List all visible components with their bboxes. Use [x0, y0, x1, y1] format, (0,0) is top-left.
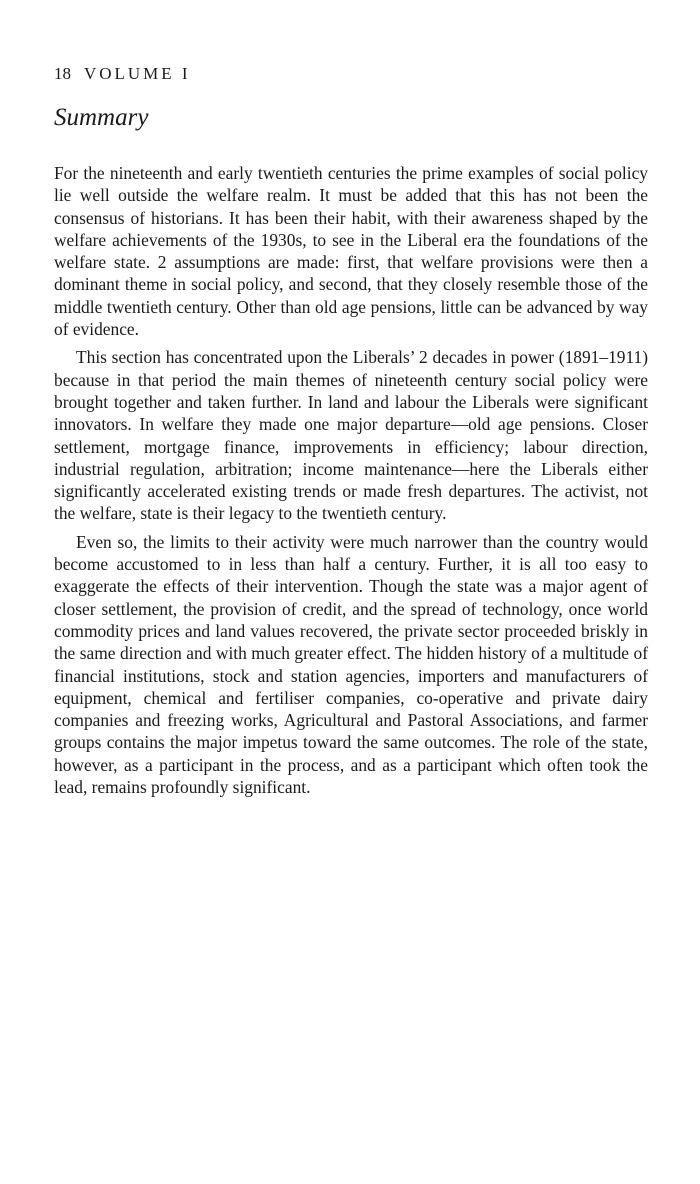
body-text [54, 162, 648, 804]
paragraph: This section has concentrated upon the Liberals’ 2 decades in power (1891–1911) because in that period the main themes of nineteenth century social policy were brought together and taken further. In land and labour the Liberals were significant innovators. In welfare they made one major departure—old age pensions. Closer settlement, mortgage finance, improvements in efficiency; labour direction, industrial regulation, arbitration; income maintenance—here the Liberals either significantly accelerated existing trends or made fresh departures. The activist, not the welfare, state is their legacy to the twentieth century. [54, 347, 648, 524]
volume-label: VOLUME I [83, 64, 191, 83]
page-number: 18 [54, 64, 71, 83]
running-head [54, 64, 191, 84]
section-title: Summary [54, 104, 149, 131]
paragraph: Even so, the limits to their activity were much narrower than the country would become accustomed to in less than half a century. Further, it is all too easy to exaggerate the effects of their intervention. Though the state was a major agent of closer settlement, the provision of credit, and the spread of technology, once world commodity prices and land values recovered, the private sector proceeded briskly in the same direction and with much greater effect. The hidden history of a multitude of financial institutions, stock and station agencies, importers and manufacturers of equipment, chemical and fertiliser companies, co-operative and private dairy companies and freezing works, Agricultural and Pastoral Associations, and farmer groups contains the major impetus toward the same outcomes. The role of the state, however, as a participant in the process, and as a participant which often took the lead, remains profoundly significant. [54, 531, 648, 798]
paragraph: For the nineteenth and early twentieth centuries the prime examples of social policy lie well outside the welfare realm. It must be added that this has not been the consensus of historians. It has been their habit, with their awareness shaped by the welfare achievements of the 1930s, to see in the Liberal era the foundations of the welfare state. 2 assumptions are made: first, that welfare provisions were then a dominant theme in social policy, and second, that they closely resemble those of the middle twentieth century. Other than old age pensions, little can be advanced by way of evidence. [54, 163, 648, 340]
